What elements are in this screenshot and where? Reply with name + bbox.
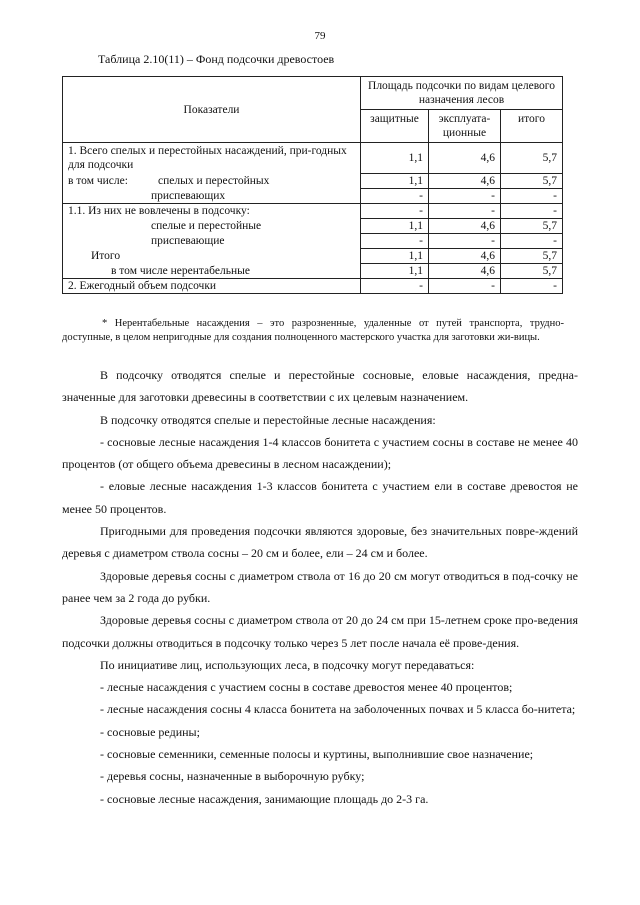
row-value: 1,1 [361,264,429,279]
table-row [63,204,563,219]
row-value: 1,1 [361,143,429,174]
paragraph: В подсочку отводятся спелые и перестойные лесные насаждения: [100,412,436,427]
table-row [63,189,563,204]
row-value: - [501,234,563,249]
row-label: в том числе нерентабельные [63,264,361,279]
table-row [63,249,563,264]
paragraph: - сосновые семенники, семенные полосы и куртины, выполнившие свое назначение; [100,747,534,762]
row-value: 5,7 [501,249,563,264]
table-caption: Таблица 2.10(11) – Фонд подсочки древостоев [98,52,335,66]
row-value: 1,1 [361,249,429,264]
row-label: приспевающих [63,189,361,204]
table-header-row [63,77,563,110]
paragraph: - сосновые лесные насаждения 1-4 классов бонитета с участием сосны в составе не менее 40 процентов (от общего объема древесины в лесном насаждении); [62,434,578,472]
row-value: 4,6 [429,249,501,264]
row-value: - [361,279,429,294]
row-value: - [501,279,563,294]
row-label: спелые и перестойные [63,219,361,234]
header-col-total: итого [501,110,563,143]
row-value: - [429,234,501,249]
row-value: 1,1 [361,174,429,189]
paragraph: - сосновые редины; [100,724,200,739]
header-group: Площадь подсочки по видам целевого назначения лесов [361,77,563,110]
row-value: - [429,189,501,204]
row-value: 1,1 [361,219,429,234]
row-value: - [361,234,429,249]
paragraph: Пригодными для проведения подсочки являются здоровые, без значительных повре-ждений деревья с диаметром ствола сосны – 20 см и более, ели – 24 см и более. [62,524,578,561]
row-value: 4,6 [429,143,501,174]
header-indicator: Показатели [63,77,361,143]
row-value: 5,7 [501,219,563,234]
row-label-text: спелых и перестойных [158,174,270,187]
footnote-text: * Нерентабельные насаждения – это разрозненные, удаленные от путей транспорта, трудно-доступные, в целом непригодные для создания полноценного мастерского участка для заготовки жи-вицы. [62,318,564,343]
paragraph: По инициативе лиц, использующих леса, в подсочку могут передаваться: [100,657,475,672]
row-label: 1.1. Из них не вовлечены в подсочку: [63,204,361,219]
row-value: 4,6 [429,219,501,234]
row-label: 2. Ежегодный объем подсочки [63,279,361,294]
paragraph: - деревья сосны, назначенные в выборочную рубку; [100,769,365,784]
header-col-protective: защитные [361,110,429,143]
paragraph: В подсочку отводятся спелые и перестойные сосновые, еловые насаждения, предна-значенные для заготовки древесины в соответствии с их целевым назначением. [62,368,578,405]
fund-table [62,76,563,294]
row-value: 5,7 [501,264,563,279]
row-value: 5,7 [501,174,563,189]
table-footnote [62,317,564,345]
page-number: 79 [314,30,326,42]
row-label: 1. Всего спелых и перестойных насаждений, при-годных для подсочки [63,143,361,174]
row-value: - [501,189,563,204]
row-label: Итого [63,249,361,264]
row-value: 4,6 [429,174,501,189]
row-label-prefix: в том числе: [68,174,128,187]
table-row [63,143,563,174]
paragraph: - сосновые лесные насаждения, занимающие площадь до 2-3 га. [100,791,429,806]
table-row [63,279,563,294]
table-row [63,174,563,189]
row-value: 4,6 [429,264,501,279]
row-value: 5,7 [501,143,563,174]
paragraph: Здоровые деревья сосны с диаметром ствола от 16 до 20 см могут отводиться в под-сочку не ранее чем за 2 года до рубки. [62,568,578,605]
body-text [62,364,578,810]
table-row [63,264,563,279]
row-value: - [361,189,429,204]
row-value: - [429,204,501,219]
table-row [63,234,563,249]
row-value: - [361,204,429,219]
paragraph: - еловые лесные насаждения 1-3 классов бонитета с участием ели в составе древостоя не менее 50 процентов. [62,479,578,516]
row-label [63,174,361,189]
paragraph: - лесные насаждения сосны 4 класса бонитета на заболоченных почвах и 5 класса бо-нитета; [100,702,576,717]
row-value: - [501,204,563,219]
row-value: - [429,279,501,294]
table-row [63,219,563,234]
header-col-exploitation: эксплуата-ционные [429,110,501,143]
paragraph: Здоровые деревья сосны с диаметром ствола от 20 до 24 см при 15-летнем сроке про-ведения подсочки должны отводиться в подсочку только через 5 лет после начала её прове-дения. [62,613,578,650]
paragraph: - лесные насаждения с участием сосны в составе древостоя менее 40 процентов; [100,680,513,695]
row-label: приспевающие [63,234,361,249]
